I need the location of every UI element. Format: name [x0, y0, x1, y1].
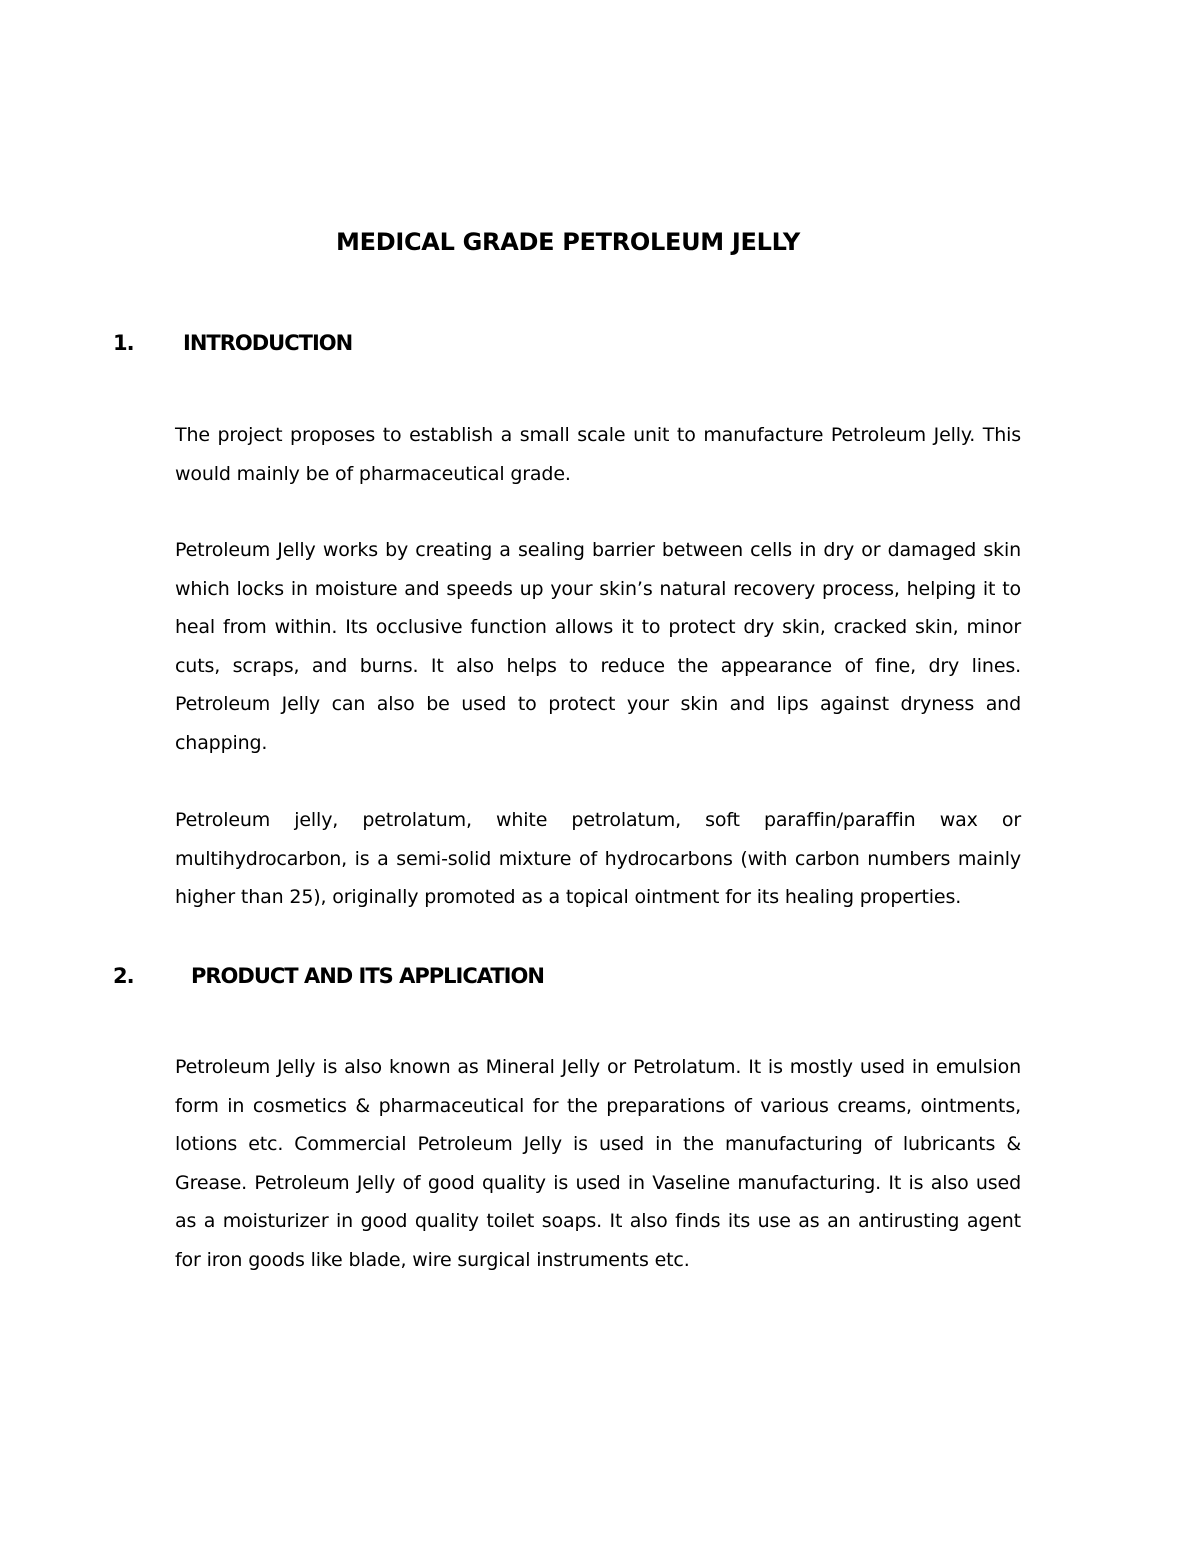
paragraph-product-1: Petroleum Jelly is also known as Mineral Jelly or Petrolatum. It is mostly used in emulsion form in cosmetics & pharmaceutical for the preparations of various creams, ointments, lotions etc. Commercial Petroleum Jelly is used in the manufacturing of lubricants & Grease. Petroleum Jelly of good quality is used in Vaseline manufacturing. It is also used as a moisturizer in good quality toilet soaps. It also finds its use as an antirusting agent for iron goods like blade, wire surgical instruments etc.: [175, 1056, 1021, 1271]
section-number: 1.: [113, 331, 134, 355]
paragraph-intro-1: The project proposes to establish a small scale unit to manufacture Petroleum Jelly. This would mainly be of pharmaceutical grade.: [175, 424, 1021, 485]
section-heading-product: [113, 964, 544, 988]
paragraph-intro-2: Petroleum Jelly works by creating a sealing barrier between cells in dry or damaged skin which locks in moisture and speeds up your skin’s natural recovery process, helping it to heal from within. Its occlusive function allows it to protect dry skin, cracked skin, minor cuts, scraps, and burns. It also helps to reduce the appearance of fine, dry lines. Petroleum Jelly can also be used to protect your skin and lips against dryness and chapping.: [175, 539, 1021, 754]
document-title: MEDICAL GRADE PETROLEUM JELLY: [336, 228, 800, 256]
section-title: INTRODUCTION: [183, 331, 353, 355]
section-title: PRODUCT AND ITS APPLICATION: [191, 964, 544, 988]
paragraph-intro-3: Petroleum jelly, petrolatum, white petrolatum, soft paraffin/paraffin wax or multihydrocarbon, is a semi-solid mixture of hydrocarbons (with carbon numbers mainly higher than 25), originally promoted as a topical ointment for its healing properties.: [175, 809, 1021, 908]
section-number: 2.: [113, 964, 134, 988]
section-heading-introduction: [113, 331, 352, 355]
